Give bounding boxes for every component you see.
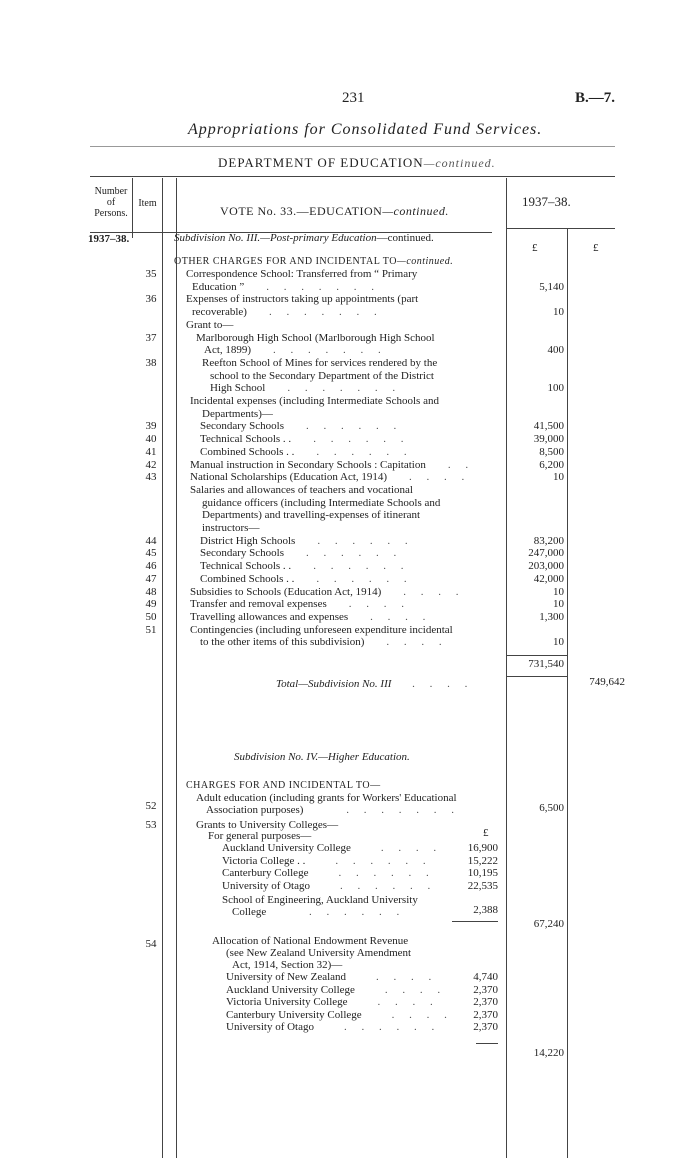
- total-dots: . . . .: [412, 678, 474, 690]
- subtotal-amount: 731,540: [528, 658, 564, 670]
- line-text: District High Schools: [200, 534, 296, 547]
- line-text: Combined Schools . .: [200, 572, 295, 585]
- line-amount: 8,500: [539, 445, 564, 458]
- college-amount: 22,535: [467, 879, 498, 892]
- line-amount: 203,000: [528, 560, 564, 573]
- line-description: [204, 344, 387, 356]
- other-charges-label: OTHER CHARGES FOR AND INCIDENTAL TO: [174, 256, 397, 267]
- total-column-rule: [567, 228, 568, 1158]
- allocation-name-text: University of Otago: [226, 1021, 314, 1033]
- item-number: 49: [145, 598, 157, 611]
- leader-dots: . . . . . .: [316, 445, 413, 458]
- item-number: 42: [145, 458, 157, 471]
- leader-dots: . . . .: [380, 842, 443, 854]
- engineering-text: College: [232, 906, 267, 918]
- subdivision-3-title: Subdivision No. III.—Post-primary Education: [174, 232, 377, 244]
- allocation-name-text: Canterbury University College: [226, 1008, 362, 1021]
- college-name-text: Auckland University College: [222, 842, 351, 854]
- line-description: [190, 586, 465, 598]
- year-header-rule: [506, 228, 615, 229]
- item-number: 36: [145, 293, 157, 306]
- line-text: Expenses of instructors taking up appointments (part: [186, 293, 419, 306]
- leader-dots: . . . .: [377, 996, 439, 1008]
- adult-education-dots: . . . . . . .: [346, 804, 460, 816]
- leader-dots: . .: [447, 458, 475, 471]
- line-text: Combined Schools . .: [200, 445, 295, 458]
- line-description: [202, 408, 273, 420]
- allocation-name: [226, 971, 437, 983]
- line-text: Grant to—: [186, 318, 234, 331]
- department-continued: —continued.: [423, 156, 496, 170]
- leader-dots: . . . .: [376, 971, 438, 983]
- leader-dots: . . . . . .: [335, 854, 432, 867]
- item-number: 40: [145, 433, 157, 446]
- line-text: recoverable): [192, 306, 247, 319]
- allocation-amount: 4,740: [473, 971, 498, 983]
- line-amount: 10: [553, 636, 564, 649]
- engineering-dots: . . . . . .: [308, 906, 406, 918]
- line-amount: 100: [547, 382, 564, 395]
- item-column-header: Item: [138, 198, 157, 209]
- line-amount: 10: [553, 306, 564, 319]
- vote-title: VOTE No. 33.—EDUCATION: [220, 204, 383, 218]
- line-description: [186, 268, 417, 280]
- allocation-amount: 2,370: [473, 996, 498, 1008]
- line-description: [202, 357, 437, 369]
- college-amount: 10,195: [467, 867, 498, 879]
- subdivision-4-heading: Subdivision No. IV.—Higher Education.: [234, 751, 410, 763]
- line-text: Education ”: [192, 280, 245, 293]
- leader-dots: . . . .: [370, 610, 432, 623]
- line-amount: 42,000: [533, 572, 564, 585]
- total-label-text: Total—Subdivision No. III: [276, 678, 392, 690]
- adult-education-line-2: [206, 804, 460, 816]
- subtotal-rule: [506, 655, 567, 656]
- line-description: [200, 420, 402, 432]
- vote-continued: —continued.: [382, 204, 449, 218]
- pound-sign-inner: £: [483, 827, 489, 839]
- line-amount: 10: [553, 598, 564, 611]
- leader-dots: . . . . . .: [343, 1021, 441, 1033]
- item-number: 48: [145, 585, 157, 598]
- line-amount: 39,000: [533, 433, 564, 446]
- item-number: 50: [145, 610, 157, 623]
- line-text: Contingencies (including unforeseen expenditure incidental: [190, 623, 453, 636]
- college-amount: 15,222: [467, 854, 498, 867]
- line-description: [210, 370, 434, 382]
- line-description: [190, 624, 453, 636]
- line-description: [200, 433, 409, 445]
- item-number: 52: [145, 800, 157, 812]
- allocation-name-text: University of New Zealand: [226, 971, 347, 983]
- allocation-subtotal-rule: [476, 1043, 498, 1044]
- leader-dots: . . . . . . .: [287, 382, 402, 395]
- pound-sign-amount: £: [532, 242, 538, 254]
- table-top-rule: [90, 176, 615, 177]
- total-label: [276, 678, 473, 690]
- line-text: instructors—: [202, 522, 260, 534]
- college-name: [222, 842, 442, 854]
- leader-dots: . . . . . .: [338, 867, 435, 879]
- line-description: [192, 281, 380, 293]
- grants-total-amount: 67,240: [533, 918, 564, 930]
- leader-dots: . . . . . .: [313, 433, 410, 446]
- adult-education-text: Association purposes): [206, 804, 304, 816]
- other-charges-continued: —continued.: [396, 256, 454, 267]
- engineering-line-2: [232, 906, 405, 918]
- item-number: 51: [145, 623, 157, 636]
- total-amount: 749,642: [589, 676, 625, 688]
- item-number: 38: [145, 356, 157, 369]
- item-number: 43: [145, 471, 157, 484]
- vote-heading: [220, 204, 449, 219]
- line-description: [190, 484, 413, 496]
- line-text: Subsidies to Schools (Education Act, 1914): [190, 585, 382, 598]
- allocation-name-text: Auckland University College: [226, 983, 355, 996]
- college-name-text: Canterbury College: [222, 867, 309, 879]
- document-reference: B.—7.: [575, 90, 616, 106]
- line-description: [200, 535, 414, 547]
- line-description: [186, 293, 418, 305]
- leader-dots: . . . . . .: [316, 572, 413, 585]
- description-column-rule: [176, 178, 177, 1158]
- leader-dots: . . . .: [386, 636, 448, 649]
- line-text: Departments)—: [202, 407, 273, 420]
- page-number: 231: [342, 90, 365, 106]
- charges-heading: CHARGES FOR AND INCIDENTAL TO—: [186, 780, 381, 791]
- allocation-name: [226, 996, 439, 1008]
- line-description: [190, 598, 410, 610]
- leader-dots: . . . .: [391, 1008, 453, 1021]
- leader-dots: . . . . . .: [306, 420, 403, 433]
- line-text: Departments) and travelling-expenses of itinerant: [202, 509, 421, 522]
- line-text: Travelling allowances and expenses: [190, 610, 349, 623]
- leader-dots: . . . . . .: [317, 534, 414, 547]
- line-text: High School: [210, 382, 266, 395]
- subdivision-3-continued: —continued.: [376, 232, 434, 244]
- line-text: Salaries and allowances of teachers and vocational: [190, 483, 413, 496]
- line-description: [192, 306, 383, 318]
- item-column-rule: [162, 178, 163, 1158]
- line-text: Manual instruction in Secondary Schools : Capitation: [190, 458, 426, 471]
- college-name: [222, 880, 436, 892]
- item-number: 54: [145, 938, 157, 950]
- engineering-amount: 2,388: [473, 904, 498, 916]
- adult-education-line-1: Adult education (including grants for Workers' Educational: [196, 792, 457, 804]
- engineering-line-1: School of Engineering, Auckland University: [222, 894, 418, 906]
- allocation-total-amount: 14,220: [533, 1047, 564, 1059]
- leader-dots: . . . .: [409, 471, 471, 484]
- line-text: Secondary Schools: [200, 547, 285, 560]
- item-number: 37: [145, 331, 157, 344]
- line-description: [196, 332, 435, 344]
- line-amount: 5,140: [539, 280, 564, 293]
- department-heading: [218, 155, 496, 171]
- line-description: [190, 611, 431, 623]
- item-number: 44: [145, 534, 157, 547]
- line-description: [200, 573, 413, 585]
- line-amount: 41,500: [533, 420, 564, 433]
- line-text: Secondary Schools: [200, 420, 285, 433]
- allocation-name-text: Victoria University College: [226, 996, 348, 1008]
- persons-year: 1937–38.: [88, 233, 130, 245]
- adult-education-amount: 6,500: [539, 802, 564, 814]
- college-name-text: University of Otago: [222, 879, 310, 892]
- line-description: [202, 509, 420, 521]
- line-text: guidance officers (including Intermediate Schools and: [202, 496, 441, 509]
- leader-dots: . . . . . . .: [266, 280, 380, 293]
- allocation-name: [226, 1009, 453, 1021]
- subtotal-bottom-rule: [506, 676, 567, 677]
- line-amount: 83,200: [533, 534, 564, 547]
- allocation-amount: 2,370: [473, 983, 498, 996]
- line-amount: 6,200: [539, 458, 564, 471]
- line-amount: 10: [553, 585, 564, 598]
- leader-dots: . . . . . .: [306, 547, 403, 560]
- line-description: [190, 459, 474, 471]
- line-description: [200, 560, 409, 572]
- leader-dots: . . . .: [348, 598, 410, 611]
- line-text: Reefton School of Mines for services rendered by the: [202, 356, 438, 369]
- college-name-text: Victoria College . .: [222, 854, 306, 867]
- line-description: [202, 497, 440, 509]
- leader-dots: . . . . . . .: [268, 306, 383, 319]
- item-number: 47: [145, 572, 157, 585]
- line-text: Marlborough High School (Marlborough High School: [196, 331, 435, 344]
- item-number: 53: [145, 819, 157, 831]
- general-purposes-heading: For general purposes—: [208, 830, 312, 842]
- page-title: Appropriations for Consolidated Fund Services.: [188, 121, 543, 138]
- leader-dots: . . . . . .: [313, 560, 410, 573]
- general-subtotal-rule: [452, 921, 498, 922]
- title-rule: [90, 146, 615, 147]
- college-name: [222, 867, 435, 879]
- college-amount: 16,900: [467, 842, 498, 854]
- item-number: 35: [145, 268, 157, 280]
- grants-heading: Grants to University Colleges—: [196, 819, 339, 831]
- line-description: [210, 382, 401, 394]
- leader-dots: . . . . . . .: [273, 344, 387, 357]
- line-description: [190, 471, 470, 483]
- line-text: Transfer and removal expenses: [190, 598, 327, 611]
- college-name: [222, 855, 432, 867]
- line-amount: 10: [553, 471, 564, 484]
- line-description: [200, 636, 448, 648]
- allocation-name: [226, 984, 446, 996]
- subdivision-3-heading: [174, 232, 434, 244]
- line-text: National Scholarships (Education Act, 1914): [190, 471, 388, 484]
- item-number: 46: [145, 560, 157, 573]
- line-description: [186, 319, 233, 331]
- allocation-amount: 2,370: [473, 1021, 498, 1033]
- persons-column-header: Number of Persons.: [94, 186, 128, 219]
- line-text: Technical Schools . .: [200, 433, 292, 446]
- department-name: DEPARTMENT OF EDUCATION: [218, 155, 424, 170]
- line-text: Act, 1899): [204, 344, 252, 357]
- line-text: school to the Secondary Department of the District: [210, 369, 434, 382]
- line-text: to the other items of this subdivision): [200, 636, 365, 649]
- line-amount: 247,000: [528, 547, 564, 560]
- line-text: Technical Schools . .: [200, 560, 292, 573]
- allocation-name: [226, 1021, 440, 1033]
- leader-dots: . . . .: [403, 585, 465, 598]
- line-amount: 400: [547, 344, 564, 357]
- leader-dots: . . . .: [384, 983, 447, 996]
- line-description: [202, 522, 259, 534]
- item-number: 39: [145, 420, 157, 433]
- line-description: [190, 395, 439, 407]
- line-description: [200, 446, 413, 458]
- item-number: 45: [145, 547, 157, 560]
- allocation-line-3: Act, 1914, Section 32)—: [232, 959, 343, 971]
- allocation-amount: 2,370: [473, 1008, 498, 1021]
- pound-sign-total: £: [593, 242, 599, 254]
- line-amount: 1,300: [539, 610, 564, 623]
- year-column-header: 1937–38.: [522, 194, 571, 209]
- line-description: [200, 547, 402, 559]
- leader-dots: . . . . . .: [339, 879, 437, 892]
- allocation-line-2: (see New Zealand University Amendment: [226, 947, 412, 959]
- item-number: 41: [145, 445, 157, 458]
- other-charges-heading: [174, 256, 453, 267]
- line-text: Correspondence School: Transferred from “ Primary: [186, 268, 418, 280]
- line-text: Incidental expenses (including Intermediate Schools and: [190, 395, 439, 407]
- allocation-line-1: Allocation of National Endowment Revenue: [212, 935, 409, 947]
